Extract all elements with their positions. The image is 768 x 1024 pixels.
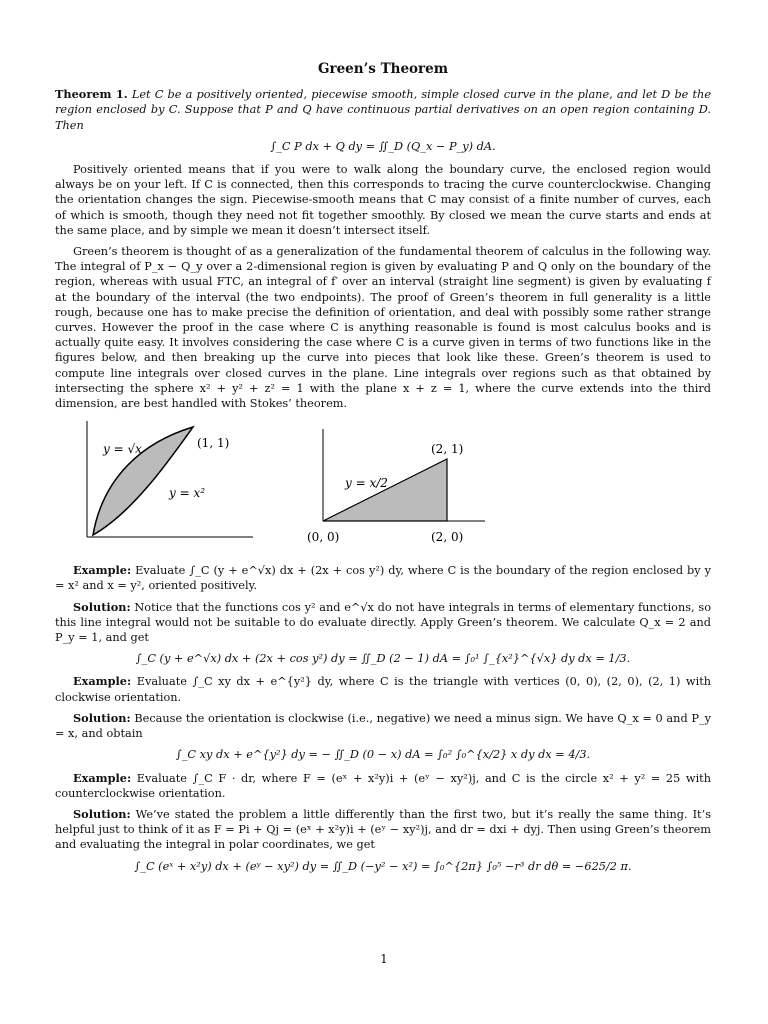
example-3 <box>55 771 711 801</box>
example-3-text: Evaluate ∫_C F · dr, where F = (eˣ + x²y)i + (eʸ − xy²)j, and C is the circle x² + y² = 25 with counterclockwise orientation. <box>55 771 711 800</box>
example-2-label: Example: <box>73 674 132 689</box>
solution-3-text: We’ve stated the problem a little differently than the first two, but it’s really the same thing. It’s helpful just to think of it as F = Pi + Qj = (eˣ + x²y)i + (eʸ − xy²)j, and dr = dxi + dyj. Then using Green’s theorem and evaluating the integral in polar coordinates, we get <box>55 807 711 852</box>
theorem-paragraph <box>55 87 711 133</box>
page-title: Green’s Theorem <box>317 61 449 77</box>
solution-2-formula: ∫_C xy dx + e^{y²} dy = − ∬_D (0 − x) dA = ∫₀² ∫₀^{x/2} x dy dx = 4/3. <box>175 748 591 762</box>
figures <box>55 417 711 555</box>
solution-2-label: Solution: <box>73 710 131 725</box>
example-1 <box>55 563 711 593</box>
example-1-text: Evaluate ∫_C (y + e^√x) dx + (2x + cos y²) dy, where C is the boundary of the region enclosed by y = x² and x = y², oriented positively. <box>55 564 711 593</box>
figure-left-label-top: y = √x <box>103 442 142 457</box>
figure-right <box>295 417 495 555</box>
solution-3 <box>55 807 711 853</box>
example-2 <box>55 674 711 704</box>
figure-right-top-right: (2, 1) <box>431 442 464 457</box>
document-page <box>55 62 711 882</box>
solution-1 <box>55 600 711 646</box>
theorem-formula: ∫_C P dx + Q dy = ∬_D (Q_x − P_y) dA. <box>270 139 496 153</box>
figure-right-bottom-right: (2, 0) <box>431 530 464 545</box>
figure-right-triangle <box>323 459 447 521</box>
example-2-text: Evaluate ∫_C xy dx + e^{y²} dy, where C is the triangle with vertices (0, 0), (2, 0), (2, 1) with clockwise orientation. <box>55 675 712 704</box>
solution-1-label: Solution: <box>73 599 131 614</box>
example-3-label: Example: <box>73 770 132 785</box>
solution-1-text: Notice that the functions cos y² and e^√x do not have integrals in terms of elementary functions, so this line integral would not be suitable to do evaluate directly. Apply Green’s theorem. We calculate Q_x = 2 and P_y = 1, and get <box>55 600 711 645</box>
theorem-text: Let C be a positively oriented, piecewise smooth, simple closed curve in the plane, and let D be the region enclosed by C. Suppose that P and Q have continuous partial derivatives on an open region containing D. Then <box>55 88 711 132</box>
page-number: 1 <box>380 952 388 966</box>
paragraph-generalization: Green’s theorem is thought of as a generalization of the fundamental theorem of calculus in the following way. The integral of P_x − Q_y over a 2-dimensional region is given by evaluating P and Q only on the boundary of the region, whereas with usual FTC, an integral of f′ over an interval (straight line segment) is given by evaluating f at the boundary of the interval (the two endpoints). The proof of Green’s theorem in full generality is a little rough, because one has to make precise the definition of orientation, and deal with possibly some rather strange curves. However the proof in the case where C is anything reasonable is found is most calculus books and is actually quite easy. It involves considering the case where C is a curve given in terms of two functions like in the figures below, and then breaking up the curve into pieces that look like these. Green’s theorem is used to compute line integrals over closed curves in the plane. Line integrals over regions such as that obtained by intersecting the sphere x² + y² + z² = 1 with the plane x + z = 1, where the curve extends into the third dimension, are best handled with Stokes’ theorem. <box>55 245 711 411</box>
figure-right-line-label: y = x/2 <box>345 476 388 491</box>
solution-3-label: Solution: <box>73 806 131 821</box>
figure-left <box>73 417 263 555</box>
solution-2-text: Because the orientation is clockwise (i.e., negative) we need a minus sign. We have Q_x = 0 and P_y = x, and obtain <box>55 711 712 741</box>
figure-left-label-bottom: y = x² <box>169 486 206 501</box>
figure-left-point: (1, 1) <box>197 436 230 451</box>
figure-right-origin: (0, 0) <box>307 530 340 545</box>
solution-1-formula: ∫_C (y + e^√x) dx + (2x + cos y²) dy = ∬_D (2 − 1) dA = ∫₀¹ ∫_{x²}^{√x} dy dx = 1/3. <box>135 652 631 666</box>
example-1-label: Example: <box>73 563 132 578</box>
paragraph-orientation: Positively oriented means that if you were to walk along the boundary curve, the enclosed region would always be on your left. If C is connected, then this corresponds to tracing the curve counterclockwise. Changing the orientation changes the sign. Piecewise-smooth means that C may consist of a finite number of curves, each of which is smooth, though they need not fit together smoothly. By closed we mean the curve starts and ends at the same place, and by simple we mean it doesn’t intersect itself. <box>55 163 711 237</box>
solution-3-formula: ∫_C (eˣ + x²y) dx + (eʸ − xy²) dy = ∬_D (−y² − x²) = ∫₀^{2π} ∫₀⁵ −r³ dr dθ = −625/2 π. <box>134 859 632 873</box>
solution-2 <box>55 711 711 741</box>
theorem-label: Theorem 1. <box>55 87 128 102</box>
